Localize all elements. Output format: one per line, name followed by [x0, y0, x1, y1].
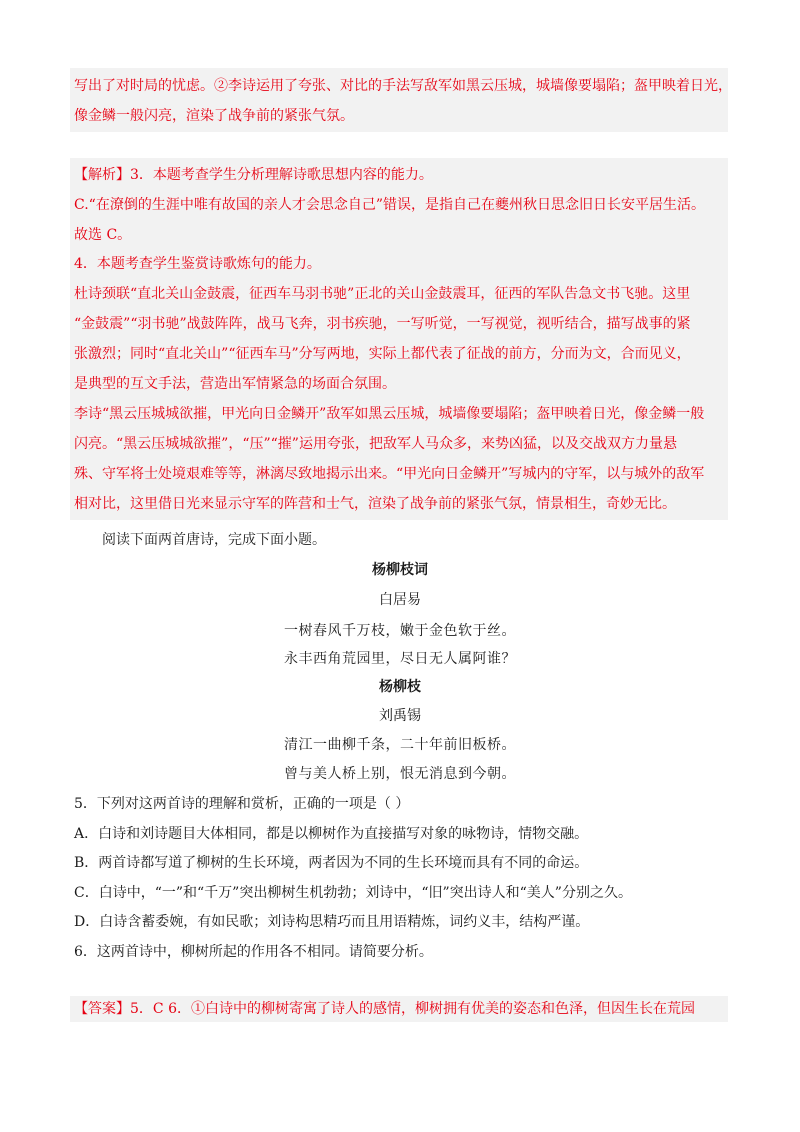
question-5: 5．下列对这两首诗的理解和赏析，正确的一项是（ ） [74, 796, 410, 812]
text-line: 写出了对时局的忧虑。②李诗运用了夸张、对比的手法写敌军如黑云压城，城墙像要塌陷；盔甲映着日光， [74, 78, 732, 94]
poem-line: 清江一曲柳千条，二十年前旧板桥。 [284, 737, 516, 753]
text-line: 4．本题考查学生鉴赏诗歌炼句的能力。 [74, 256, 321, 272]
option-a: A．白诗和刘诗题目大体相同，都是以柳树作为直接描写对象的咏物诗，情物交融。 [74, 826, 589, 842]
text-line: C.“在潦倒的生涯中唯有故国的亲人才会思念自己”错误，是指自己在夔州秋日思念旧日长安平居生活。 [74, 197, 705, 213]
answer-line: 【答案】5．C 6．①白诗中的柳树寄寓了诗人的感情，柳树拥有优美的姿态和色泽，但因生长在荒园 [74, 1001, 695, 1017]
question-6: 6．这两首诗中，柳树所起的作用各不相同。请简要分析。 [74, 944, 433, 960]
option-c: C．白诗中，“一”和“千万”突出柳树生机勃勃；刘诗中，“旧”突出诗人和“美人”分别之久。 [74, 885, 632, 901]
text-line: “金鼓震”“羽书驰”战鼓阵阵，战马飞奔，羽书疾驰，一写听觉，一写视觉，视听结合，描写战事的紧 [74, 316, 691, 332]
text-line: 相对比，这里借日光来显示守军的阵营和士气，渲染了战争前的紧张气氛，情景相生，奇妙无比。 [74, 496, 676, 512]
text-line: 李诗“黑云压城城欲摧，甲光向日金鳞开”敌军如黑云压城，城墙像要塌陷；盔甲映着日光，像金鳞一般 [74, 406, 705, 422]
option-b: B．两首诗都写道了柳树的生长环境，两者因为不同的生长环境而具有不同的命运。 [74, 855, 589, 871]
text-line: 闪亮。“黑云压城城欲摧”，“压”“摧”运用夸张，把敌军人马众多，来势凶猛，以及交战双方力量悬 [74, 436, 677, 452]
poem-line: 曾与美人桥上别，恨无消息到今朝。 [284, 766, 516, 782]
poem-line: 一树春风千万枝，嫩于金色软于丝。 [284, 623, 516, 639]
text-line: 是典型的互文手法，营造出军情紧急的场面合氛围。 [74, 376, 396, 392]
poem-author: 刘禹锡 [379, 708, 421, 724]
poem-line: 永丰西角荒园里，尽日无人属阿谁？ [284, 651, 516, 667]
option-d: D．白诗含蓄委婉，有如民歌；刘诗构思精巧而且用语精炼，词约义丰，结构严谨。 [74, 914, 590, 930]
poem-author: 白居易 [379, 592, 421, 608]
text-line: 像金鳞一般闪亮，渲染了战争前的紧张气氛。 [74, 108, 354, 124]
text-line: 故选 C。 [74, 227, 132, 243]
poem-title: 杨柳枝词 [372, 562, 428, 578]
analysis-heading: 【解析】3．本题考查学生分析理解诗歌思想内容的能力。 [74, 167, 433, 183]
text-line: 殊、守军将士处境艰难等等，淋漓尽致地揭示出来。“甲光向日金鳞开”写城内的守军，以与城外的敌军 [74, 466, 705, 482]
reading-instruction: 阅读下面两首唐诗，完成下面小题。 [102, 532, 326, 548]
text-line: 张激烈；同时“直北关山”“征西车马”分写两地，实际上都代表了征战的前方，分而为文，合而见义， [74, 346, 691, 362]
text-line: 杜诗颈联“直北关山金鼓震，征西车马羽书驰”正北的关山金鼓震耳，征西的军队告急文书飞驰。这里 [74, 286, 691, 302]
poem-title: 杨柳枝 [379, 679, 421, 695]
